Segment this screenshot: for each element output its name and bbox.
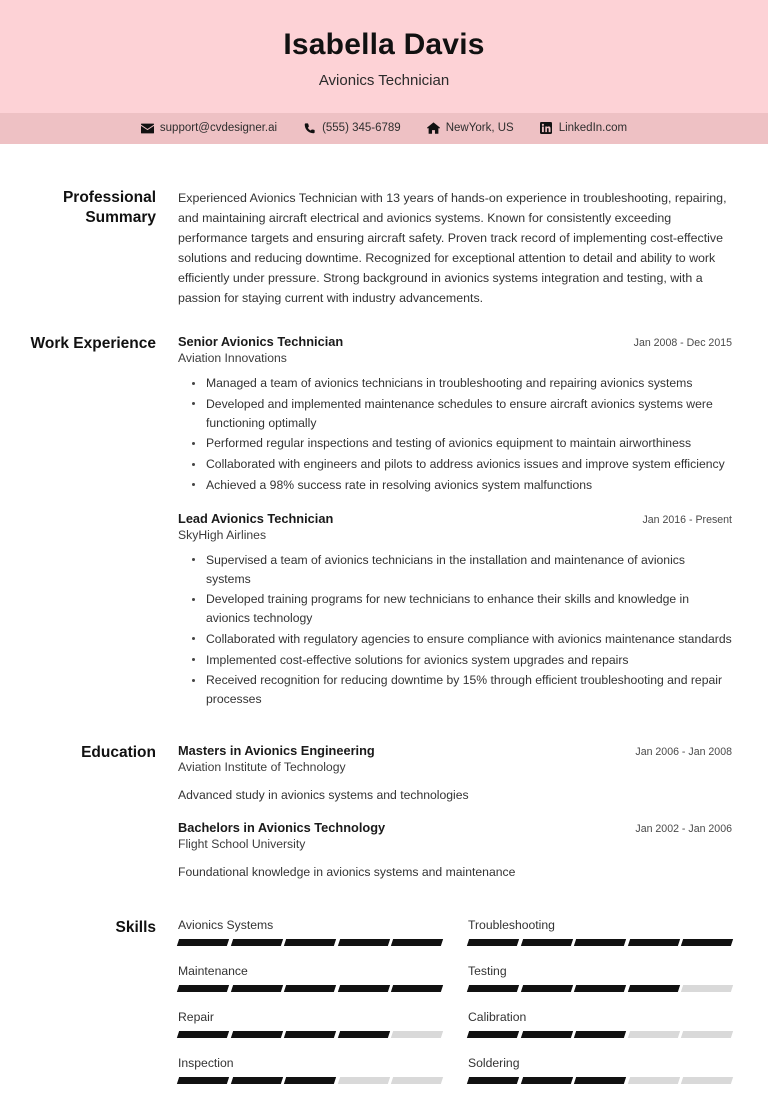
skill-level-segment xyxy=(467,985,519,992)
resume-body xyxy=(0,144,768,1112)
skill-level-segment xyxy=(338,1031,390,1038)
list-item: Managed a team of avionics technicians in troubleshooting and repairing avionics systems xyxy=(204,374,732,393)
summary-text: Experienced Avionics Technician with 13 years of hands-on experience in troubleshooting, repairing, and maintaining aircraft electrical and avionics systems. Known for consistently exceeding performance targets and ensuring aircraft safety. Proven track record of implementing cost-effective solutions and reducing downtime. Recognized for exceptional attention to detail and ability to work efficiently under pressure. Strong background in avionics systems integration and testing, with a passion for staying current with industry advancements. xyxy=(178,190,727,305)
skill-level-segment xyxy=(177,985,229,992)
skill-item xyxy=(178,964,442,992)
education-entry xyxy=(178,743,732,804)
school-name: Flight School University xyxy=(178,837,306,852)
entry-header xyxy=(178,743,732,758)
employer-name: Aviation Innovations xyxy=(178,351,287,366)
linkedin-icon xyxy=(540,122,553,135)
skill-name: Avionics Systems xyxy=(178,917,274,932)
skill-level-bar xyxy=(468,1031,732,1038)
experience-content xyxy=(178,334,732,713)
contact-location-text: NewYork, US xyxy=(445,122,514,134)
page-title: Isabella Davis xyxy=(283,28,485,61)
skill-item xyxy=(468,964,732,992)
skill-name: Testing xyxy=(468,963,507,978)
skill-level-segment xyxy=(177,939,229,946)
section-work-experience xyxy=(28,308,732,713)
skill-level-segment xyxy=(230,985,282,992)
skill-level-segment xyxy=(284,985,336,992)
home-icon xyxy=(427,122,440,135)
skill-item xyxy=(468,918,732,946)
skill-level-segment xyxy=(681,1031,733,1038)
education-content xyxy=(178,743,732,886)
skill-level-bar xyxy=(468,985,732,992)
skill-level-segment xyxy=(177,1031,229,1038)
list-item: Developed and implemented maintenance schedules to ensure aircraft avionics systems were functioning optimally xyxy=(204,395,732,433)
section-label-work-experience: Work Experience xyxy=(30,335,156,353)
degree-title: Masters in Avionics Engineering xyxy=(178,743,375,758)
job-responsibility-list xyxy=(178,551,732,709)
entry-header xyxy=(178,511,732,526)
skill-level-segment xyxy=(338,985,390,992)
skill-level-segment xyxy=(467,939,519,946)
skill-name: Troubleshooting xyxy=(468,917,555,932)
skill-level-segment xyxy=(230,1031,282,1038)
list-item: Achieved a 98% success rate in resolving avionics system malfunctions xyxy=(204,476,732,495)
skill-level-segment xyxy=(230,939,282,946)
skill-name: Maintenance xyxy=(178,963,248,978)
job-date-range: Jan 2016 - Present xyxy=(642,513,732,526)
skill-level-bar xyxy=(178,939,442,946)
skill-level-segment xyxy=(391,985,443,992)
skill-level-bar xyxy=(468,939,732,946)
skill-level-segment xyxy=(520,1031,572,1038)
degree-title: Bachelors in Avionics Technology xyxy=(178,820,386,836)
summary-content xyxy=(178,188,732,309)
education-description: Advanced study in avionics systems and technologies xyxy=(178,788,469,802)
envelope-icon xyxy=(141,122,154,135)
section-label-education: Education xyxy=(81,744,156,761)
skill-level-segment xyxy=(284,939,336,946)
education-date-range: Jan 2002 - Jan 2006 xyxy=(635,823,732,836)
skill-name: Inspection xyxy=(178,1055,234,1070)
skill-level-segment xyxy=(628,939,680,946)
contact-item-location[interactable] xyxy=(427,122,514,135)
list-item: Supervised a team of avionics technicians in the installation and maintenance of avionics systems xyxy=(204,551,732,589)
skills-grid xyxy=(178,918,732,1102)
list-item: Received recognition for reducing downtime by 15% through efficient troubleshooting and repair processes xyxy=(204,671,732,709)
resume-header xyxy=(0,0,768,113)
skill-level-segment xyxy=(520,939,572,946)
skill-level-segment xyxy=(628,985,680,992)
contact-linkedin-text: LinkedIn.com xyxy=(558,122,628,134)
job-position-title: Lead Avionics Technician xyxy=(178,510,334,526)
skill-level-segment xyxy=(520,985,572,992)
contact-phone-text: (555) 345-6789 xyxy=(322,122,401,134)
skill-level-segment xyxy=(574,1031,626,1038)
skill-level-segment xyxy=(338,939,390,946)
skill-level-segment xyxy=(628,1031,680,1038)
contact-item-phone[interactable] xyxy=(303,122,401,135)
skill-item xyxy=(468,1056,732,1084)
job-responsibility-list xyxy=(178,374,732,495)
skill-level-segment xyxy=(467,1031,519,1038)
list-item: Collaborated with engineers and pilots to address avionics issues and improve system efficiency xyxy=(204,455,732,474)
contact-bar xyxy=(0,113,768,144)
list-item: Collaborated with regulatory agencies to ensure compliance with avionics maintenance standards xyxy=(204,630,732,649)
experience-entry xyxy=(178,511,732,709)
employer-name: SkyHigh Airlines xyxy=(178,527,267,542)
skill-level-segment xyxy=(391,939,443,946)
section-label-summary: Professional Summary xyxy=(62,188,156,226)
contact-item-linkedin[interactable] xyxy=(540,122,627,135)
skill-level-bar xyxy=(178,1031,442,1038)
entry-header xyxy=(178,820,732,835)
contact-email-text: support@cvdesigner.ai xyxy=(159,122,278,134)
skill-level-segment xyxy=(574,939,626,946)
education-description: Foundational knowledge in avionics systems and maintenance xyxy=(178,865,516,880)
contact-item-email[interactable] xyxy=(141,122,277,135)
section-label-skills: Skills xyxy=(115,918,156,936)
skill-level-bar xyxy=(178,985,442,992)
skill-level-segment xyxy=(574,985,626,992)
section-professional-summary xyxy=(28,144,732,309)
list-item: Performed regular inspections and testing of avionics equipment to maintain airworthiness xyxy=(204,434,732,453)
skill-item xyxy=(178,1056,442,1084)
school-name: Aviation Institute of Technology xyxy=(178,760,346,774)
list-item: Implemented cost-effective solutions for avionics system upgrades and repairs xyxy=(204,651,732,670)
skill-item xyxy=(468,1010,732,1038)
entry-header xyxy=(178,334,732,349)
list-item: Developed training programs for new technicians to enhance their skills and knowledge in avionics technology xyxy=(204,590,732,628)
education-entry xyxy=(178,820,732,881)
skill-item xyxy=(178,1010,442,1038)
skill-item xyxy=(178,918,442,946)
skill-level-segment xyxy=(681,985,733,992)
skill-name: Soldering xyxy=(468,1055,520,1070)
skills-content xyxy=(178,918,732,1102)
job-date-range: Jan 2008 - Dec 2015 xyxy=(633,337,732,350)
job-title: Avionics Technician xyxy=(318,71,450,89)
section-education xyxy=(28,713,732,886)
skill-level-segment xyxy=(284,1031,336,1038)
education-date-range: Jan 2006 - Jan 2008 xyxy=(635,746,732,758)
job-position-title: Senior Avionics Technician xyxy=(178,334,344,350)
phone-icon xyxy=(303,122,316,135)
skill-name: Repair xyxy=(178,1009,214,1024)
skill-level-segment xyxy=(391,1031,443,1038)
skill-name: Calibration xyxy=(468,1009,527,1024)
skill-level-segment xyxy=(681,939,733,946)
experience-entry xyxy=(178,334,732,495)
